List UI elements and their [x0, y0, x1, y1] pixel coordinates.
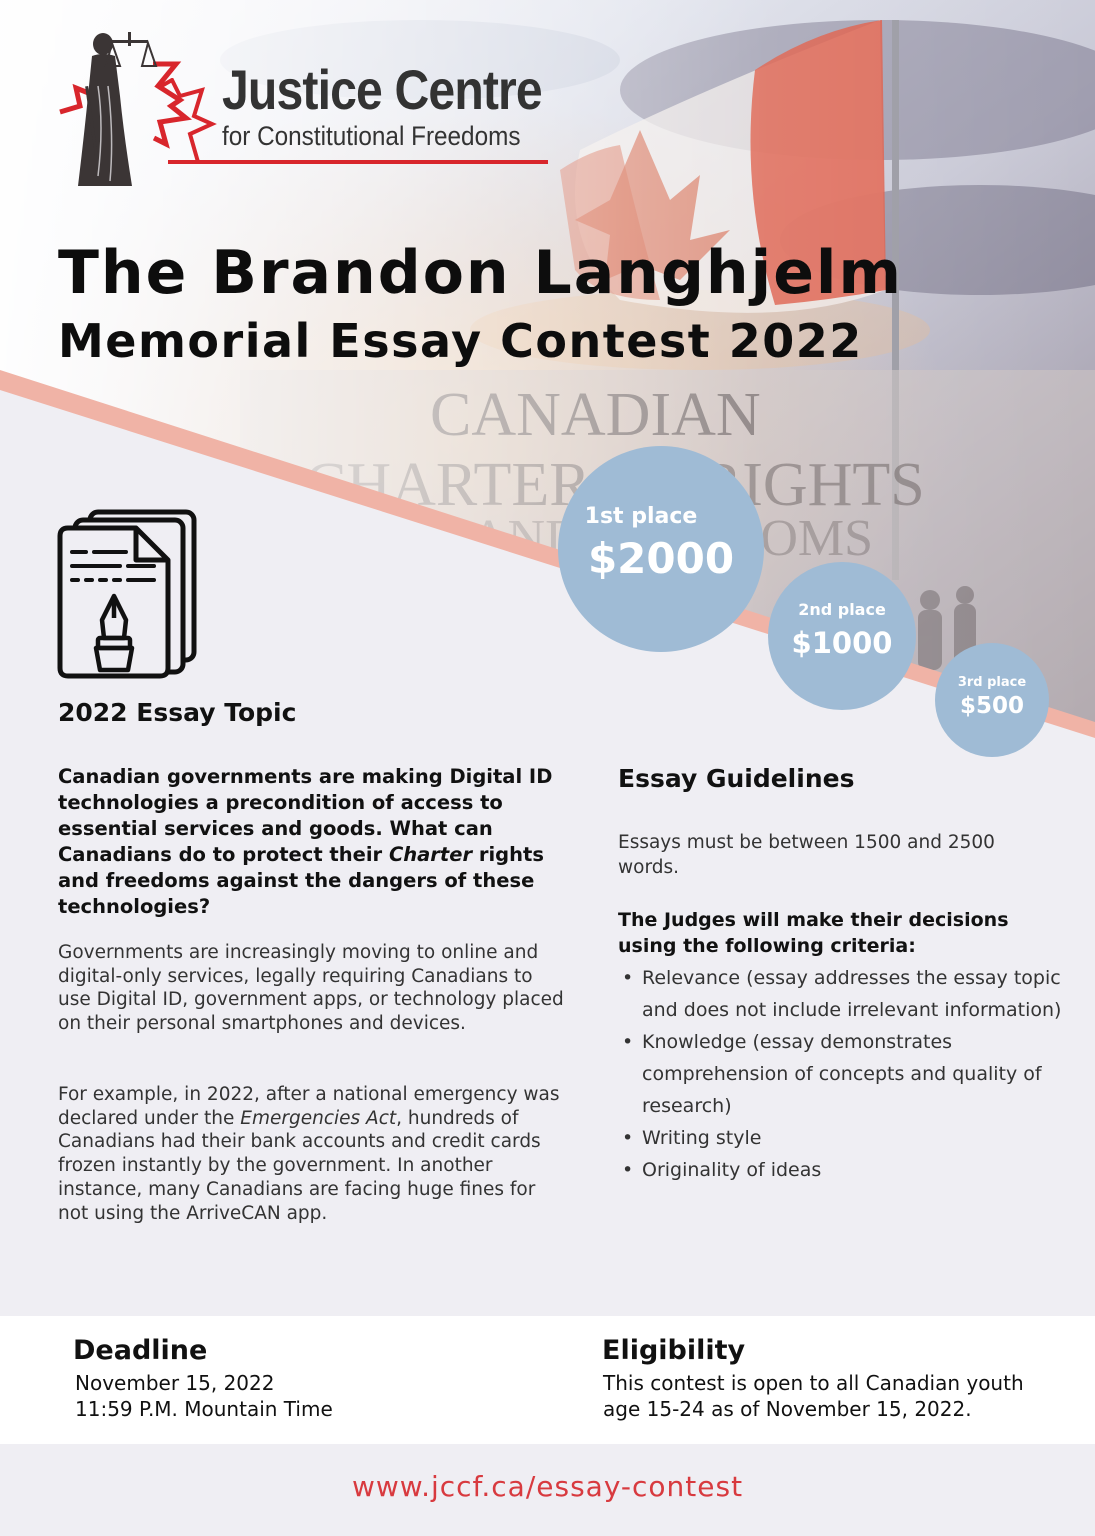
topic-paragraph-1: Governments are increasingly moving to online and digital-only services, legally requiring Canadians to use Digital ID, government apps, or technology placed on their personal smartphones and devices. [58, 942, 564, 1035]
criteria-heading: The Judges will make their decisions using the following criteria: [618, 909, 1009, 957]
prize-first-circle [558, 446, 764, 652]
topic-paragraph-2-italic: Emergencies Act [240, 1107, 397, 1129]
criteria-item: • Writing style [622, 1122, 1062, 1154]
prize-first-amount: $2000 [587, 534, 735, 583]
prize-third-circle [935, 643, 1049, 757]
eligibility-text: This contest is open to all Canadian youth age 15-24 as of November 15, 2022. [603, 1371, 1024, 1421]
prize-third-label: 3rd place [957, 675, 1027, 690]
criteria-item: • Relevance (essay addresses the essay topic and does not include irrelevant information) [622, 962, 1062, 1026]
prize-second-circle [768, 562, 916, 710]
topic-heading: 2022 Essay Topic [58, 698, 297, 727]
document-fountain-pen-icon [56, 508, 200, 682]
topic-paragraph-2 [58, 1083, 568, 1225]
org-name: Justice Centre [222, 58, 542, 121]
org-subtitle: for Constitutional Freedoms [222, 121, 521, 151]
topic-question-italic: Charter [388, 843, 473, 866]
word-limit-text: Essays must be between 1500 and 2500 words. [618, 832, 995, 878]
topic-paragraph-2-part2: , hundreds of Canadians had their bank accounts and credit cards frozen instantly by the government. In another instance, many Canadians are facing huge fines for not using the ArriveCAN app. [58, 1107, 541, 1224]
topic-question-part2: rights and freedoms against the dangers of these technologies? [58, 843, 544, 918]
eligibility-heading: Eligibility [602, 1335, 746, 1366]
topic-paragraph-2-part1: For example, in 2022, after a national emergency was declared under the [58, 1084, 560, 1129]
prize-second-label: 2nd place [798, 600, 886, 619]
prize-second-amount: $1000 [791, 626, 893, 660]
contest-title: The Brandon Langhjelm [58, 238, 903, 308]
deadline-heading: Deadline [73, 1335, 208, 1366]
criteria-list [622, 962, 1062, 1186]
contest-subtitle: Memorial Essay Contest 2022 [58, 314, 863, 368]
deadline-date: November 15, 2022 [75, 1371, 275, 1395]
website-link[interactable]: www.jccf.ca/essay-contest [351, 1470, 744, 1503]
topic-question-part1: Canadian governments are making Digital ID technologies a precondition of access to essential services and goods. What can Canadians do to protect their [58, 765, 553, 866]
deadline-time: 11:59 P.M. Mountain Time [75, 1397, 333, 1421]
criteria-item: • Knowledge (essay demonstrates comprehension of concepts and quality of research) [622, 1026, 1062, 1122]
prize-third-amount: $500 [959, 693, 1024, 719]
prize-first-label: 1st place [584, 504, 698, 529]
topic-question [58, 764, 558, 920]
criteria-item: • Originality of ideas [622, 1154, 1062, 1186]
guidelines-heading: Essay Guidelines [618, 764, 855, 793]
